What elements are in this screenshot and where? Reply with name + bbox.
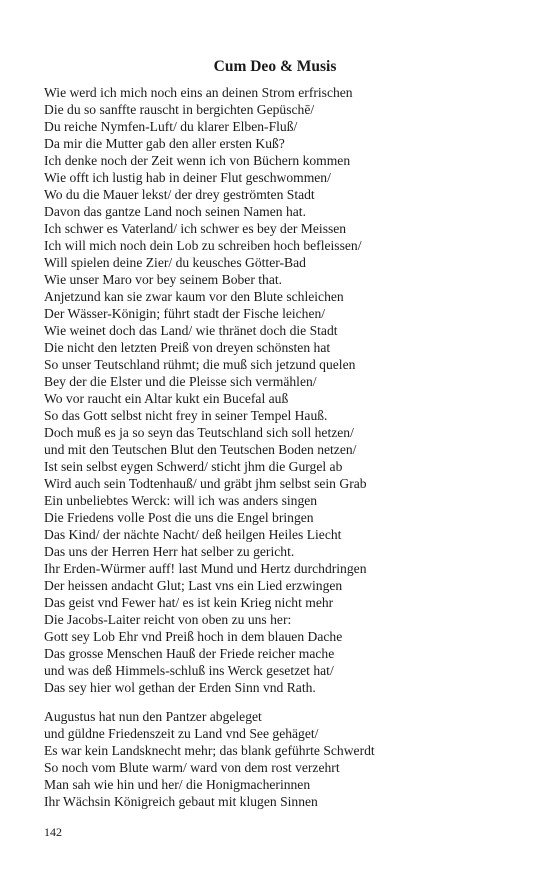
verse-line: Ein unbeliebtes Werck: will ich was anders singen bbox=[44, 493, 318, 508]
verse-line: und güldne Friedenszeit zu Land vnd See gehäget/ bbox=[44, 726, 319, 741]
verse-line: Wie werd ich mich noch eins an deinen Strom erfrischen bbox=[44, 85, 353, 100]
poem-title: Cum Deo & Musis bbox=[213, 58, 337, 75]
verse-line: So das Gott selbst nicht frey in seiner Tempel Hauß. bbox=[44, 408, 328, 423]
verse-line: Die Friedens volle Post die uns die Engel bringen bbox=[44, 510, 314, 525]
verse-line: So unser Teutschland rühmt; die muß sich jetzund quelen bbox=[44, 357, 356, 372]
verse-line: Wo vor raucht ein Altar kukt ein Bucefal auß bbox=[44, 391, 289, 406]
verse-line: Man sah wie hin und her/ die Honigmacherinnen bbox=[44, 777, 311, 792]
verse-line: Wie offt ich lustig hab in deiner Flut geschwommen/ bbox=[44, 170, 331, 185]
verse-line: Die du so sanffte rauscht in bergichten Gepüschē/ bbox=[44, 102, 315, 117]
verse-line: Davon das gantze Land noch seinen Namen hat. bbox=[44, 204, 306, 219]
verse-line: und was deß Himmels-schluß ins Werck gesetzet hat/ bbox=[44, 663, 334, 678]
verse-line: Das uns der Herren Herr hat selber zu gericht. bbox=[44, 544, 295, 559]
verse-line: Da mir die Mutter gab den aller ersten Kuß? bbox=[44, 136, 285, 151]
verse-line: Das Kind/ der nächte Nacht/ deß heilgen Heiles Liecht bbox=[44, 527, 342, 542]
verse-line: Die Jacobs-Laiter reicht von oben zu uns her: bbox=[44, 612, 292, 627]
verse-line: Wird auch sein Todtenhauß/ und gräbt jhm selbst sein Grab bbox=[44, 476, 367, 491]
verse-line: Das geist vnd Fewer hat/ es ist kein Krieg nicht mehr bbox=[44, 595, 334, 610]
verse-line: Die nicht den letzten Preiß von dreyen schönsten hat bbox=[44, 340, 331, 355]
verse-line: Anjetzund kan sie zwar kaum vor den Blute schleichen bbox=[44, 289, 344, 304]
verse-line: Wie weinet doch das Land/ wie thränet doch die Stadt bbox=[44, 323, 338, 338]
verse-line: Gott sey Lob Ehr vnd Preiß hoch in dem blauen Dache bbox=[44, 629, 343, 644]
verse-line: Es war kein Landsknecht mehr; das blank geführte Schwerdt bbox=[44, 743, 375, 758]
verse-line: Wo du die Mauer lekst/ der drey geströmten Stadt bbox=[44, 187, 315, 202]
verse-line: Wie unser Maro vor bey seinem Bober that. bbox=[44, 272, 283, 287]
verse-line: Ihr Erden-Würmer auff! last Mund und Hertz durchdringen bbox=[44, 561, 367, 576]
verse-line: Augustus hat nun den Pantzer abgeleget bbox=[44, 709, 262, 724]
verse-line: Ich denke noch der Zeit wenn ich von Büchern kommen bbox=[44, 153, 351, 168]
verse-line: Du reiche Nymfen-Luft/ du klarer Elben-Fluß/ bbox=[44, 119, 298, 134]
verse-line: Bey der die Elster und die Pleisse sich vermählen/ bbox=[44, 374, 317, 389]
verse-line: So noch vom Blute warm/ ward von dem rost verzehrt bbox=[44, 760, 340, 775]
verse-line: Der heissen andacht Glut; Last vns ein Lied erzwingen bbox=[44, 578, 343, 593]
verse-line: Doch muß es ja so seyn das Teutschland sich soll hetzen/ bbox=[44, 425, 354, 440]
verse-line: und mit den Teutschen Blut den Teutschen Boden netzen/ bbox=[44, 442, 357, 457]
verse-line: Ich schwer es Vaterland/ ich schwer es bey der Meissen bbox=[44, 221, 347, 236]
stanza-2 bbox=[44, 708, 375, 810]
verse-line: Ich will mich noch dein Lob zu schreiben hoch befleissen/ bbox=[44, 238, 362, 253]
verse-line: Ihr Wächsin Königreich gebaut mit klugen Sinnen bbox=[44, 794, 318, 809]
verse-line: Das grosse Menschen Hauß der Friede reicher mache bbox=[44, 646, 335, 661]
verse-line: Will spielen deine Zier/ du keusches Götter-Bad bbox=[44, 255, 306, 270]
verse-line: Ist sein selbst eygen Schwerd/ sticht jhm die Gurgel ab bbox=[44, 459, 343, 474]
stanza-1 bbox=[44, 84, 367, 696]
page-number: 142 bbox=[44, 825, 62, 839]
verse-line: Das sey hier wol gethan der Erden Sinn vnd Rath. bbox=[44, 680, 316, 695]
verse-line: Der Wässer-Königin; führt stadt der Fische leichen/ bbox=[44, 306, 326, 321]
